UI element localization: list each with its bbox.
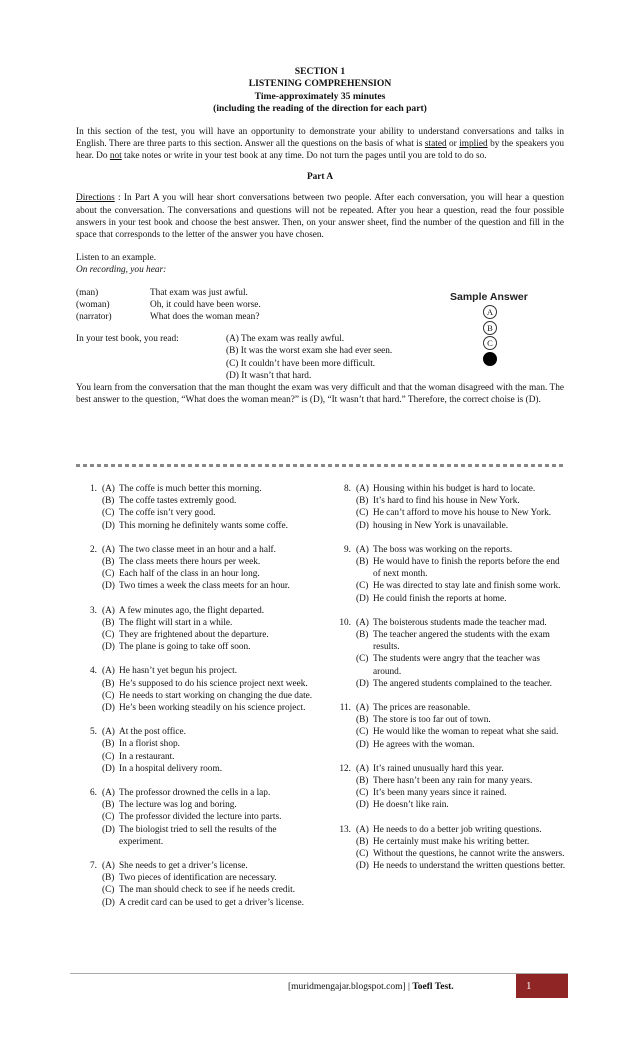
option-letter: (D) [102,581,115,592]
option-text: The biologist tried to sell the results of the experiment. [119,824,277,847]
option-text: He could finish the reports at home. [373,593,507,604]
answer-option [102,544,316,556]
answer-option [356,678,568,690]
option-letter: (C) [102,630,115,641]
question-item [76,544,316,593]
option-letter: (A) [356,703,369,714]
answer-options [102,787,316,848]
example-choice: (C) It couldn’t have been more difficult. [226,358,376,369]
answer-option [356,824,568,836]
option-text: Each half of the class in an hour long. [119,569,260,580]
answer-option [102,702,316,714]
answer-option [102,726,316,738]
footer-source: [muridmengajar.blogspot.com] [288,982,406,992]
option-letter: (C) [356,788,369,799]
option-letter: (D) [356,861,369,872]
answer-options [356,544,568,605]
answer-option [356,653,568,677]
option-text: Two pieces of identification are necessary. [119,873,277,884]
time-note: Time-approximately 35 minutes [254,90,386,102]
option-letter: (B) [102,800,115,811]
question-item [330,702,568,751]
question-item [76,483,316,532]
option-letter: (A) [356,484,369,494]
answer-option [102,678,316,690]
option-letter: (B) [102,617,115,628]
option-letter: (B) [356,715,369,726]
option-text: The store is too far out of town. [373,715,491,726]
option-letter: (B) [102,678,115,689]
answer-option [102,824,316,848]
question-number: 5. [90,727,97,738]
option-letter: (A) [102,484,115,494]
answer-options [102,665,316,714]
questions-left-column [76,483,316,921]
answer-options [356,617,568,690]
direction-note: (including the reading of the direction for each part) [213,103,427,115]
option-letter: (B) [356,836,369,847]
answer-option [102,520,316,532]
option-text: He can’t afford to move his house to New York. [373,508,552,519]
option-text: The angered students complained to the teacher. [373,678,552,689]
option-letter: (C) [102,508,115,519]
option-letter: (C) [102,812,115,823]
answer-option [356,739,568,751]
example-choices [226,333,392,382]
answer-option [102,884,316,896]
option-letter: (C) [102,690,115,701]
document-page [76,66,564,406]
sample-answer [450,291,560,367]
option-letter: (B) [356,557,369,568]
option-letter: (D) [102,824,115,835]
option-letter: (A) [356,824,369,835]
option-text: He needs to do a better job writing questions. [373,824,542,835]
question-item [76,726,316,775]
section-heading: SECTION 1 [294,66,346,77]
question-number: 13. [339,824,351,835]
option-text: The man should check to see if he needs credit. [119,885,296,896]
option-letter: (D) [102,897,115,908]
answer-bubble-c: C [483,336,497,350]
option-letter: (D) [356,739,369,750]
answer-option [356,836,568,848]
option-letter: (D) [102,703,115,714]
question-number: 1. [90,484,97,494]
answer-options [102,605,316,654]
question-item [330,763,568,812]
option-text: The prices are reasonable. [373,703,471,714]
answer-options [102,726,316,775]
footer-rule [70,973,568,974]
answer-option [102,641,316,653]
option-letter: (B) [356,496,369,507]
option-letter: (A) [102,861,115,872]
option-text: He needs to start working on changing the due date. [119,690,313,701]
option-letter: (C) [356,654,369,665]
answer-bubble-d-filled [483,352,497,366]
answer-options [102,544,316,593]
answer-option [102,799,316,811]
example-choice: (B) It was the worst exam she had ever seen. [226,346,393,357]
option-text: He’s been working steadily on his science project. [119,703,306,714]
answer-option [102,556,316,568]
option-text: The professor divided the lecture into parts. [119,812,282,823]
recording-label: On recording, you hear: [76,265,167,276]
question-item [76,605,316,654]
dialogue-line: (narrator) What does the woman mean? [76,312,260,323]
answer-option [356,860,568,872]
answer-option [102,507,316,519]
part-a-title: Part A [306,172,334,183]
directions-paragraph: Directions : In Part A you will hear short conversations between two people. After each conversation, you will hear a question about the conversation. The conversations and questions will not be repeated. After you hear a question, read the four possible answers in your test book and choose the best answer. Then, on your answer sheet, find the number of the question and fill in the space that corresponds to the letter of the answer you have chosen. [76,193,564,241]
sample-answer-title: Sample Answer [450,291,528,303]
option-letter: (D) [102,763,115,774]
option-letter: (A) [102,605,115,616]
question-number: 6. [90,788,97,799]
option-letter: (C) [356,849,369,860]
question-item [76,665,316,714]
question-number: 4. [90,666,97,677]
answer-option [102,605,316,617]
option-letter: (A) [102,788,115,799]
question-number: 11. [339,703,351,714]
page-number: 1 [516,974,568,998]
answer-options [356,702,568,751]
option-text: The boss was working on the reports. [373,544,513,555]
question-item [330,544,568,605]
question-item [76,860,316,909]
option-text: The coffe tastes extremly good. [119,496,237,507]
answer-option [356,617,568,629]
question-item [76,787,316,848]
option-letter: (D) [356,800,369,811]
option-letter: (D) [356,520,369,531]
option-text: The teacher angered the students with the exam results. [373,630,550,653]
option-letter: (B) [102,557,115,568]
option-letter: (B) [102,496,115,507]
answer-option [102,483,316,495]
option-letter: (B) [102,873,115,884]
option-text: It’s rained unusually hard this year. [373,763,504,774]
test-book-label: In your test book, you read: [76,334,179,345]
answer-bubble-a: A [483,305,497,319]
option-text: A few minutes ago, the flight departed. [119,605,265,616]
question-number: 8. [344,484,351,494]
option-text: It’s been many years since it rained. [373,788,507,799]
answer-option [102,495,316,507]
option-text: Housing within his budget is hard to locate. [373,484,536,494]
option-letter: (B) [356,630,369,641]
answer-option [102,568,316,580]
option-text: They are frightened about the departure. [119,630,269,641]
answer-option [356,593,568,605]
answer-option [356,787,568,799]
option-text: Without the questions, he cannot write the answers. [373,849,565,860]
option-text: In a florist shop. [119,739,180,750]
option-text: A credit card can be used to get a driver’s license. [119,897,304,908]
answer-option [356,763,568,775]
option-letter: (C) [356,581,369,592]
answer-option [102,811,316,823]
answer-option [356,775,568,787]
option-letter: (A) [356,617,369,628]
option-text: He agrees with the woman. [373,739,475,750]
option-text: In a restaurant. [119,751,175,762]
answer-option [356,556,568,580]
answer-option [102,787,316,799]
answer-options [356,824,568,873]
answer-options [356,483,568,532]
example-choice: (A) The exam was really awful. [226,334,345,345]
option-letter: (C) [356,508,369,519]
answer-option [356,629,568,653]
answer-option [356,483,568,495]
option-text: He would like the woman to repeat what she said. [373,727,559,738]
option-text: The students were angry that the teacher was around. [373,654,541,677]
option-text: The two classe meet in an hour and a half. [119,544,276,555]
answer-option [356,714,568,726]
option-text: The lecture was log and boring. [119,800,237,811]
option-letter: (A) [356,544,369,555]
option-text: He doesn’t like rain. [373,800,449,811]
section-title: LISTENING COMPREHENSION [248,78,392,90]
intro-paragraph: In this section of the test, you will have an opportunity to demonstrate your ability to understand conversations and talks in English. There are three parts to this section. Answer all the questions on the basis of what is stated or implied by the speakers you hear. Do not take notes or write in your test book at any time. Do not turn the pages until you are told to do so. [76,126,564,162]
section-divider [76,464,564,467]
answer-option [102,860,316,872]
option-letter: (C) [356,727,369,738]
answer-option [102,690,316,702]
answer-option [102,872,316,884]
option-text: The boisterous students made the teacher mad. [373,617,547,628]
option-letter: (B) [102,739,115,750]
question-number: 2. [90,544,97,555]
question-item [330,617,568,690]
option-text: The flight will start in a while. [119,617,233,628]
answer-option [356,799,568,811]
option-letter: (A) [356,763,369,774]
option-text: Two times a week the class meets for an hour. [119,581,290,592]
answer-option [356,702,568,714]
option-text: The coffe isn’t very good. [119,508,216,519]
answer-option [356,495,568,507]
option-letter: (D) [102,520,115,531]
option-letter: (C) [102,751,115,762]
question-item [330,483,568,532]
answer-option [356,507,568,519]
answer-option [356,520,568,532]
answer-options [356,763,568,812]
answer-option [102,617,316,629]
option-text: There hasn’t been any rain for many years. [373,776,533,787]
dialogue-line: (man) That exam was just awful. [76,287,248,298]
option-text: This morning he definitely wants some coffe. [119,520,288,531]
option-text: She needs to get a driver’s license. [119,861,248,872]
explanation-paragraph: You learn from the conversation that the man thought the exam was very difficult and that the woman disagreed with the man. The best answer to the question, “What does the woman mean?” is (D), “It wasn’t that hard.” Therefore, the correct choise is (D). [76,383,564,406]
option-text: At the post office. [119,727,186,738]
option-letter: (D) [356,678,369,689]
answer-option [102,751,316,763]
question-number: 3. [90,605,97,616]
option-text: He hasn’t yet begun his project. [119,666,238,677]
answer-option [102,580,316,592]
answer-options [102,483,316,532]
answer-bubble-b: B [483,321,497,335]
question-number: 9. [344,544,351,555]
option-text: He was directed to stay late and finish some work. [373,581,561,592]
footer-text: [muridmengajar.blogspot.com] | Toefl Test. [288,982,454,992]
option-text: He certainly must make his writing better. [373,836,530,847]
option-text: The coffe is much better this morning. [119,484,262,494]
option-text: He would have to finish the reports before the end of next month. [373,557,560,580]
option-letter: (A) [102,727,115,738]
footer-test-name: Toefl Test. [412,982,454,992]
answer-option [102,763,316,775]
answer-option [356,848,568,860]
answer-option [356,580,568,592]
option-letter: (C) [102,569,115,580]
option-letter: (A) [102,544,115,555]
question-number: 12. [339,763,351,774]
option-text: He needs to understand the written questions better. [373,861,566,872]
option-text: The plane is going to take off soon. [119,642,251,653]
option-letter: (D) [356,593,369,604]
answer-option [102,665,316,677]
answer-options [102,860,316,909]
option-letter: (B) [356,776,369,787]
answer-option [102,629,316,641]
option-letter: (C) [102,885,115,896]
answer-option [356,544,568,556]
option-text: In a hospital delivery room. [119,763,223,774]
questions-right-column [330,483,568,884]
option-text: He’s supposed to do his science project next week. [119,678,308,689]
dialogue-line: (woman) Oh, it could have been worse. [76,299,261,310]
answer-option [356,726,568,738]
question-number: 7. [90,861,97,872]
option-letter: (D) [102,642,115,653]
option-text: The professor drowned the cells in a lap. [119,788,271,799]
example-intro: Listen to an example. [76,253,157,264]
example-choice: (D) It wasn’t that hard. [226,370,312,381]
answer-option [102,897,316,909]
question-number: 10. [339,617,351,628]
option-text: housing in New York is unavailable. [373,520,509,531]
answer-option [102,738,316,750]
question-item [330,824,568,873]
option-text: It’s hard to find his house in New York. [373,496,520,507]
option-letter: (A) [102,666,115,677]
option-text: The class meets there hours per week. [119,557,261,568]
